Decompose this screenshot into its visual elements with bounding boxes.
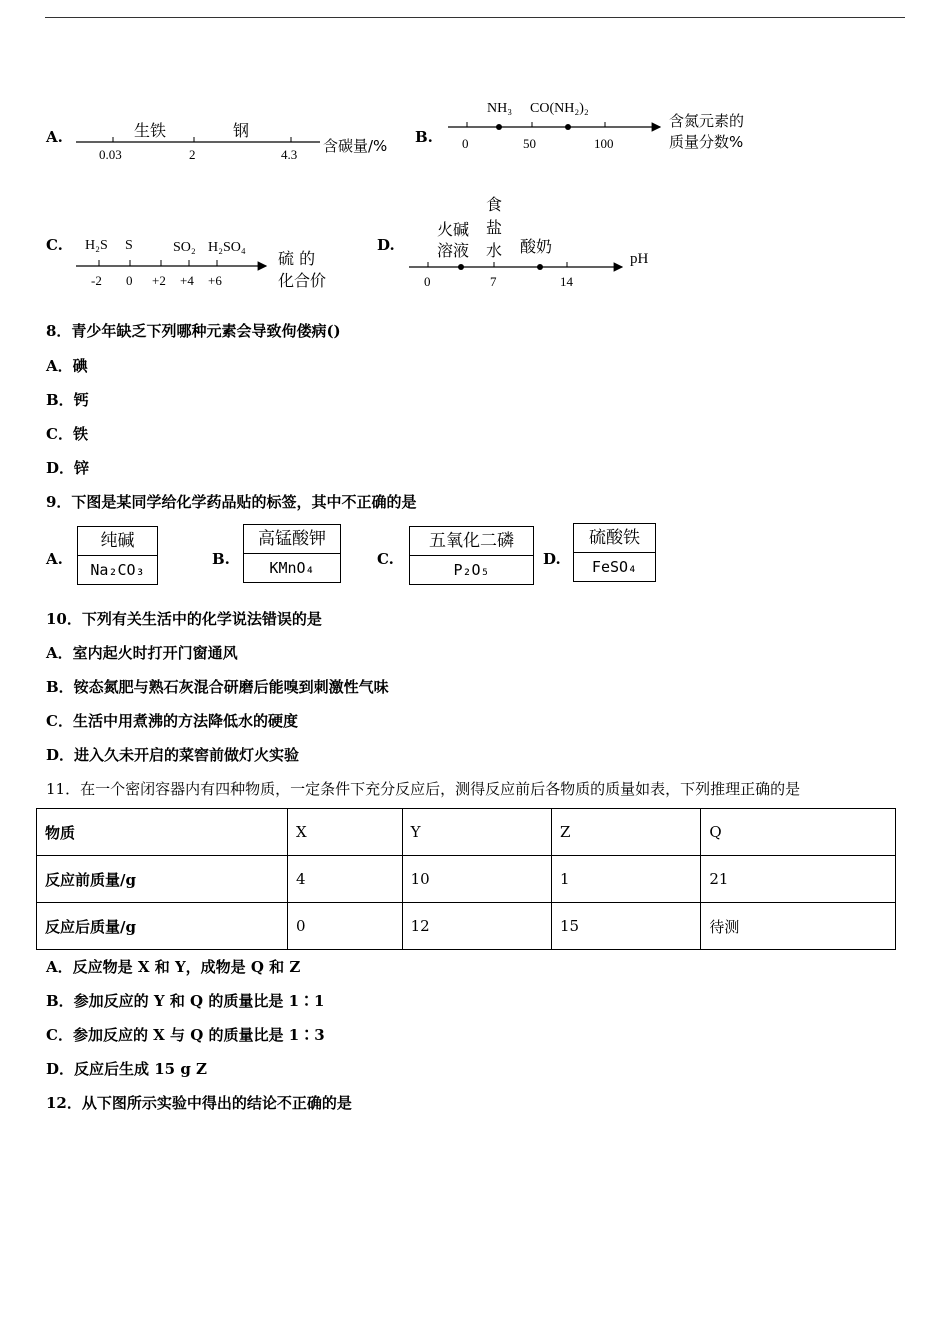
- label-salt-line2: 盐: [486, 218, 503, 237]
- table-cell: 21: [701, 856, 896, 903]
- label-so2: SO₂: [173, 240, 196, 255]
- option-letter-c: C.: [377, 550, 394, 568]
- tick-label: 0.03: [99, 147, 122, 162]
- label-yogurt: 酸奶: [520, 237, 553, 256]
- axis-label: 含碳量/%: [323, 137, 388, 155]
- option-c[interactable]: C．生活中用煮沸的方法降低水的硬度: [46, 712, 298, 730]
- tick-label: 14: [560, 274, 573, 289]
- point-urea: [565, 124, 571, 130]
- tick-label: +2: [152, 273, 166, 288]
- label-formula: P₂O₅: [453, 561, 490, 579]
- option-d[interactable]: D．进入久未开启的菜窖前做灯火实验: [46, 746, 300, 764]
- tick-label: -2: [91, 273, 102, 288]
- table-cell: 15: [551, 903, 700, 950]
- point-naoh: [458, 264, 464, 270]
- label-pig-iron: 生铁: [134, 121, 167, 140]
- tick-label: 0: [462, 136, 469, 151]
- option-letter-c: C.: [46, 236, 63, 254]
- option-b[interactable]: B．钙: [46, 391, 89, 409]
- option-letter-a: A.: [46, 550, 63, 568]
- option-b[interactable]: B．参加反应的 Y 和 Q 的质量比是 1∶1: [46, 992, 325, 1010]
- axis-label-line2: 质量分数%: [669, 133, 744, 151]
- question-8: 8．青少年缺乏下列哪种元素会导致佝偻病(): [46, 322, 341, 340]
- label-urea: CO(NH₂)₂: [530, 101, 589, 116]
- option-letter-d: D.: [543, 550, 561, 568]
- question-10: 10．下列有关生活中的化学说法错误的是: [46, 610, 322, 628]
- label-card-c[interactable]: [409, 526, 534, 585]
- label-card-a[interactable]: [77, 526, 158, 585]
- label-formula: KMnO₄: [269, 559, 315, 577]
- label-h2so4: H₂SO₄: [208, 240, 246, 255]
- label-formula: FeSO₄: [591, 558, 638, 576]
- tick-label: 7: [490, 274, 497, 289]
- label-h2s: H₂S: [85, 238, 108, 253]
- option-b[interactable]: B．铵态氮肥与熟石灰混合研磨后能嗅到刺激性气味: [46, 678, 389, 696]
- label-name: 五氧化二磷: [410, 527, 533, 556]
- label-steel: 钢: [233, 121, 250, 140]
- table-cell: 反应后质量/g: [37, 903, 288, 950]
- option-a[interactable]: A．反应物是 X 和 Y，成物是 Q 和 Z: [46, 958, 301, 976]
- table-cell: 0: [288, 903, 403, 950]
- axis-label-line2: 化合价: [278, 271, 327, 290]
- table-cell: 物质: [37, 809, 288, 856]
- table-cell: 12: [402, 903, 551, 950]
- label-card-d[interactable]: [573, 523, 656, 582]
- table-cell: 反应前质量/g: [37, 856, 288, 903]
- table-cell: 1: [551, 856, 700, 903]
- table-row: [37, 809, 896, 856]
- table-cell: Q: [701, 809, 896, 856]
- option-letter-a: A.: [46, 128, 63, 146]
- table-cell: 10: [402, 856, 551, 903]
- question-9: 9．下图是某同学给化学药品贴的标签，其中不正确的是: [46, 493, 417, 511]
- option-d[interactable]: D．反应后生成 15 g Z: [46, 1060, 207, 1078]
- tick-label: 100: [594, 136, 614, 151]
- point-nh3: [496, 124, 502, 130]
- label-salt-line1: 食: [486, 195, 503, 214]
- label-s: S: [125, 238, 133, 253]
- option-letter-b: B.: [212, 550, 230, 568]
- table-row: [37, 856, 896, 903]
- question-12: 12．从下图所示实验中得出的结论不正确的是: [46, 1094, 352, 1112]
- number-line-diagrams: [0, 0, 950, 320]
- option-c[interactable]: C．参加反应的 X 与 Q 的质量比是 1∶3: [46, 1026, 325, 1044]
- point-yogurt: [537, 264, 543, 270]
- option-a[interactable]: A．室内起火时打开门窗通风: [46, 644, 238, 662]
- label-naoh-line1: 火碱: [437, 220, 470, 239]
- tick-label: 0: [126, 273, 133, 288]
- option-d[interactable]: D．锌: [46, 459, 90, 477]
- tick-label: +4: [180, 273, 194, 288]
- table-cell: Y: [402, 809, 551, 856]
- option-a[interactable]: A．碘: [46, 357, 88, 375]
- label-name: 高锰酸钾: [244, 525, 340, 554]
- label-naoh-line2: 溶液: [437, 241, 470, 260]
- label-name: 硫酸铁: [574, 524, 655, 553]
- table-cell: 待测: [701, 903, 896, 950]
- table-cell: 4: [288, 856, 403, 903]
- option-c[interactable]: C．铁: [46, 425, 88, 443]
- label-nh3: NH₃: [487, 101, 513, 116]
- option-letter-d: D.: [377, 236, 395, 254]
- mass-table: [36, 808, 896, 950]
- table-row: [37, 903, 896, 950]
- tick-label: 0: [424, 274, 431, 289]
- tick-label: 4.3: [281, 147, 298, 162]
- axis-label-line1: 硫 的: [278, 249, 316, 268]
- table-cell: X: [288, 809, 403, 856]
- label-card-b[interactable]: [243, 524, 341, 583]
- axis-label-line1: 含氮元素的: [669, 112, 745, 130]
- tick-label: 2: [189, 147, 196, 162]
- question-11: 11．在一个密闭容器内有四种物质，一定条件下充分反应后，测得反应前后各物质的质量如表，下列推理正确的是: [46, 780, 801, 798]
- table-cell: Z: [551, 809, 700, 856]
- label-name: 纯碱: [78, 527, 157, 556]
- label-formula: Na₂CO₃: [90, 561, 145, 579]
- axis-label: pH: [630, 251, 649, 267]
- label-salt-line3: 水: [486, 241, 503, 260]
- option-letter-b: B.: [415, 128, 433, 146]
- tick-label: 50: [523, 136, 536, 151]
- tick-label: +6: [208, 273, 222, 288]
